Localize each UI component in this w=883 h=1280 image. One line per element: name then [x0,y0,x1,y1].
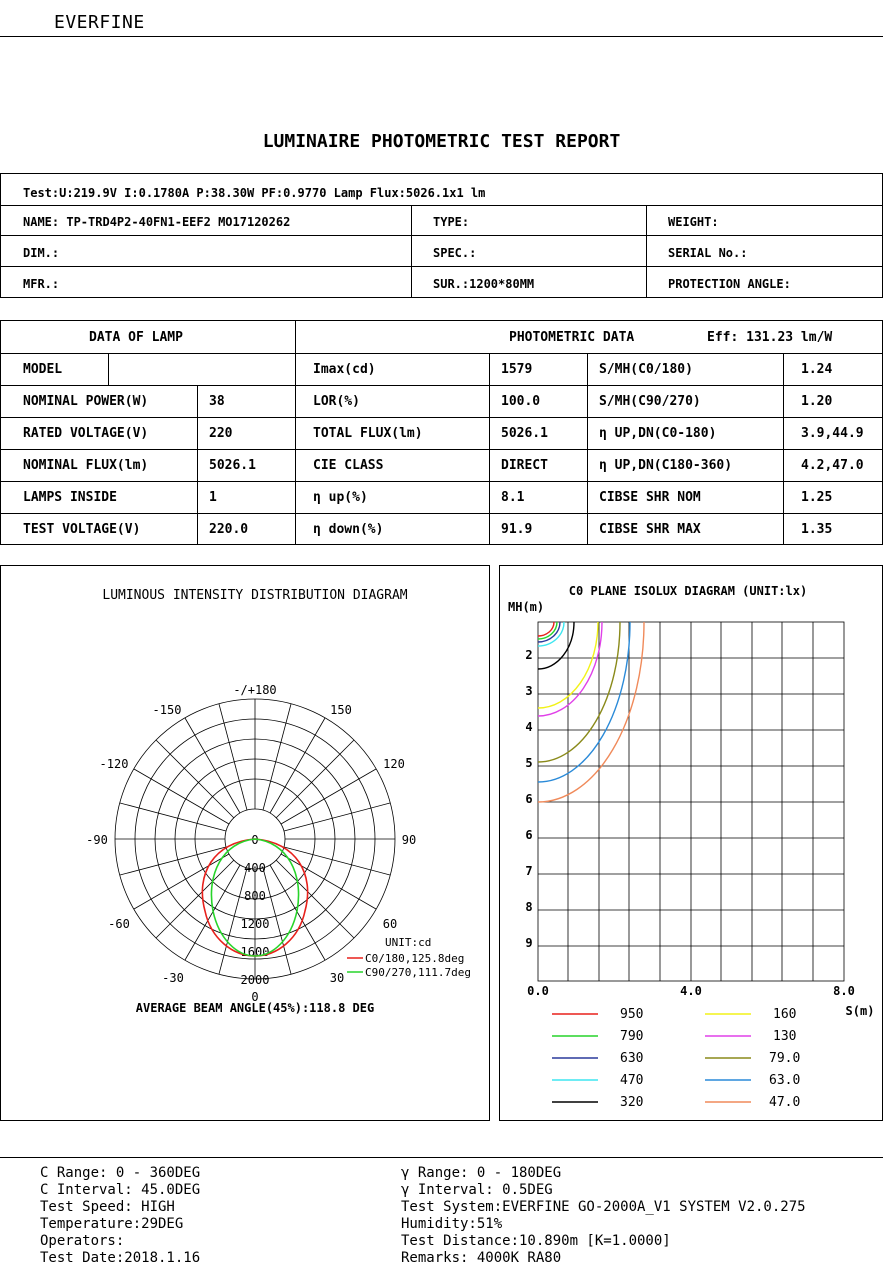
footer-line: Test System:EVERFINE GO-2000A_V1 SYSTEM V2.0.275 [401,1199,806,1215]
footer-divider [0,1157,883,1158]
info-box [0,173,883,298]
table-cell: S/MH(C90/270) [599,394,701,409]
table-cell: TEST VOLTAGE(V) [23,522,141,537]
test-summary: Test:U:219.9V I:0.1780A P:38.30W PF:0.9770 Lamp Flux:5026.1x1 lm [23,186,486,200]
radial-label: 400 [244,861,266,875]
table-cell: NOMINAL FLUX(lm) [23,458,149,473]
table-cell: 38 [209,394,225,409]
table-cell: 4.2,47.0 [801,458,864,473]
y-tick-label: 3 [525,684,533,698]
photometric-data-header: PHOTOMETRIC DATA [509,330,635,345]
contour-63 [538,622,630,782]
legend-c90-label: C90/270,111.7deg [365,966,471,979]
isolux-grid [538,622,844,981]
table-cell: 1 [209,490,217,505]
table-cell: S/MH(C0/180) [599,362,693,377]
angle-label: 150 [330,703,352,717]
angle-label: -30 [162,971,184,985]
legend-value: 950 [620,1007,644,1022]
table-cell: 5026.1 [209,458,256,473]
polar-unit: UNIT:cd [385,936,432,949]
photometric-data-table [0,320,883,545]
polar-diagram [1,566,489,1120]
isolux-legend [552,1007,800,1110]
report-title: LUMINAIRE PHOTOMETRIC TEST REPORT [262,131,621,152]
legend-value: 63.0 [769,1073,801,1088]
isolux-x-axis-label: S(m) [845,1004,875,1018]
dim-field: DIM.: [23,246,60,260]
radial-label: 800 [244,889,266,903]
table-cell: MODEL [23,362,63,377]
footer-line: Test Date:2018.1.16 [40,1250,201,1266]
header-divider [0,36,883,37]
table-cell: 1.20 [801,394,833,409]
table-cell: 220.0 [209,522,249,537]
table-cell: 8.1 [501,490,525,505]
table-cell: 1.35 [801,522,833,537]
y-tick-label: 6 [525,792,533,806]
table-cell: 3.9,44.9 [801,426,864,441]
legend-c0-label: C0/180,125.8deg [365,952,465,965]
angle-label: -90 [86,833,108,847]
polar-title: LUMINOUS INTENSITY DISTRIBUTION DIAGRAM [102,588,408,603]
isolux-x-ticks [527,984,855,998]
legend-value: 47.0 [769,1095,801,1110]
table-cell: CIBSE SHR NOM [599,490,701,505]
angle-label: 30 [329,971,345,985]
y-tick-label: 2 [525,648,533,662]
table-cell: η down(%) [313,522,384,537]
luminaire-name: NAME: TP-TRD4P2-40FN1-EEF2 MO17120262 [23,215,291,229]
table-cell: η UP,DN(C0-180) [599,426,717,441]
x-tick-label: 8.0 [833,984,855,998]
table-cell: LOR(%) [313,394,360,409]
table-cell: DIRECT [501,458,548,473]
type-field: TYPE: [433,215,470,229]
isolux-title: C0 PLANE ISOLUX DIAGRAM (UNIT:lx) [568,584,808,598]
legend-value: 790 [620,1029,644,1044]
legend-value: 630 [620,1051,644,1066]
angle-label: 60 [382,917,398,931]
table-cell: TOTAL FLUX(lm) [313,426,423,441]
y-tick-label: 9 [525,936,533,950]
table-cell: CIE CLASS [313,458,384,473]
table-cell: RATED VOLTAGE(V) [23,426,149,441]
y-tick-label: 7 [525,864,533,878]
isolux-y-axis-label: MH(m) [508,600,545,614]
y-tick-label: 8 [525,900,533,914]
serial-field: SERIAL No.: [668,246,748,260]
table-cell: 5026.1 [501,426,548,441]
x-tick-label: 0.0 [527,984,549,998]
table-cell: 1.25 [801,490,833,505]
table-cell: LAMPS INSIDE [23,490,117,505]
footer-line: Humidity:51% [401,1216,503,1232]
legend-value: 470 [620,1073,644,1088]
table-cell: η up(%) [313,490,368,505]
y-tick-label: 4 [525,720,533,734]
legend-value: 79.0 [769,1051,801,1066]
table-cell: 91.9 [501,522,533,537]
table-cell: η UP,DN(C180-360) [599,458,733,473]
angle-label: 0 [251,990,259,1004]
polar-diagram-panel [0,565,490,1121]
protection-angle-field: PROTECTION ANGLE: [668,277,791,291]
y-tick-label: 5 [525,756,533,770]
footer-line: Temperature:29DEG [40,1216,184,1232]
angle-label: -120 [99,757,129,771]
sur-field: SUR.:1200*80MM [433,277,535,291]
angle-label: -60 [108,917,130,931]
radial-label: 1200 [240,917,270,931]
spec-field: SPEC.: [433,246,477,260]
table-cell: 100.0 [501,394,541,409]
radial-label: 2000 [240,973,270,987]
table-cell: NOMINAL POWER(W) [23,394,149,409]
table-cell: Imax(cd) [313,362,376,377]
footer-line: C Interval: 45.0DEG [40,1182,201,1198]
footer-line: Operators: [40,1233,125,1249]
footer-line: γ Interval: 0.5DEG [401,1182,553,1198]
table-cell: CIBSE SHR MAX [599,522,701,537]
mfr-field: MFR.: [23,277,60,291]
table-cell: 1.24 [801,362,833,377]
legend-value: 130 [773,1029,797,1044]
legend-value: 320 [620,1095,644,1110]
footer-line: Remarks: 4000K RA80 [401,1250,562,1266]
isolux-diagram [500,566,882,1120]
isolux-contours [538,622,644,802]
table-cell: 220 [209,426,233,441]
radial-label: 0 [251,833,259,847]
angle-label: 90 [401,833,417,847]
isolux-diagram-panel [499,565,883,1121]
footer-line: Test Speed: HIGH [40,1199,175,1215]
x-tick-label: 4.0 [680,984,702,998]
beam-angle: AVERAGE BEAM ANGLE(45%):118.8 DEG [135,1001,375,1015]
footer-line: C Range: 0 - 360DEG [40,1165,201,1181]
efficacy-value: Eff: 131.23 lm/W [707,330,833,345]
legend-value: 160 [773,1007,797,1022]
footer-line: Test Distance:10.890m [K=1.0000] [401,1233,671,1249]
footer-line: γ Range: 0 - 180DEG [401,1165,562,1181]
angle-label: 120 [383,757,405,771]
lamp-data-header: DATA OF LAMP [89,330,183,345]
y-tick-label: 6 [525,828,533,842]
table-cell: 1579 [501,362,533,377]
weight-field: WEIGHT: [668,215,719,229]
angle-label: -150 [152,703,182,717]
radial-label: 1600 [240,945,270,959]
isolux-y-ticks [525,648,532,950]
angle-label: -/+180 [233,683,277,697]
brand-name: EVERFINE [54,12,145,33]
